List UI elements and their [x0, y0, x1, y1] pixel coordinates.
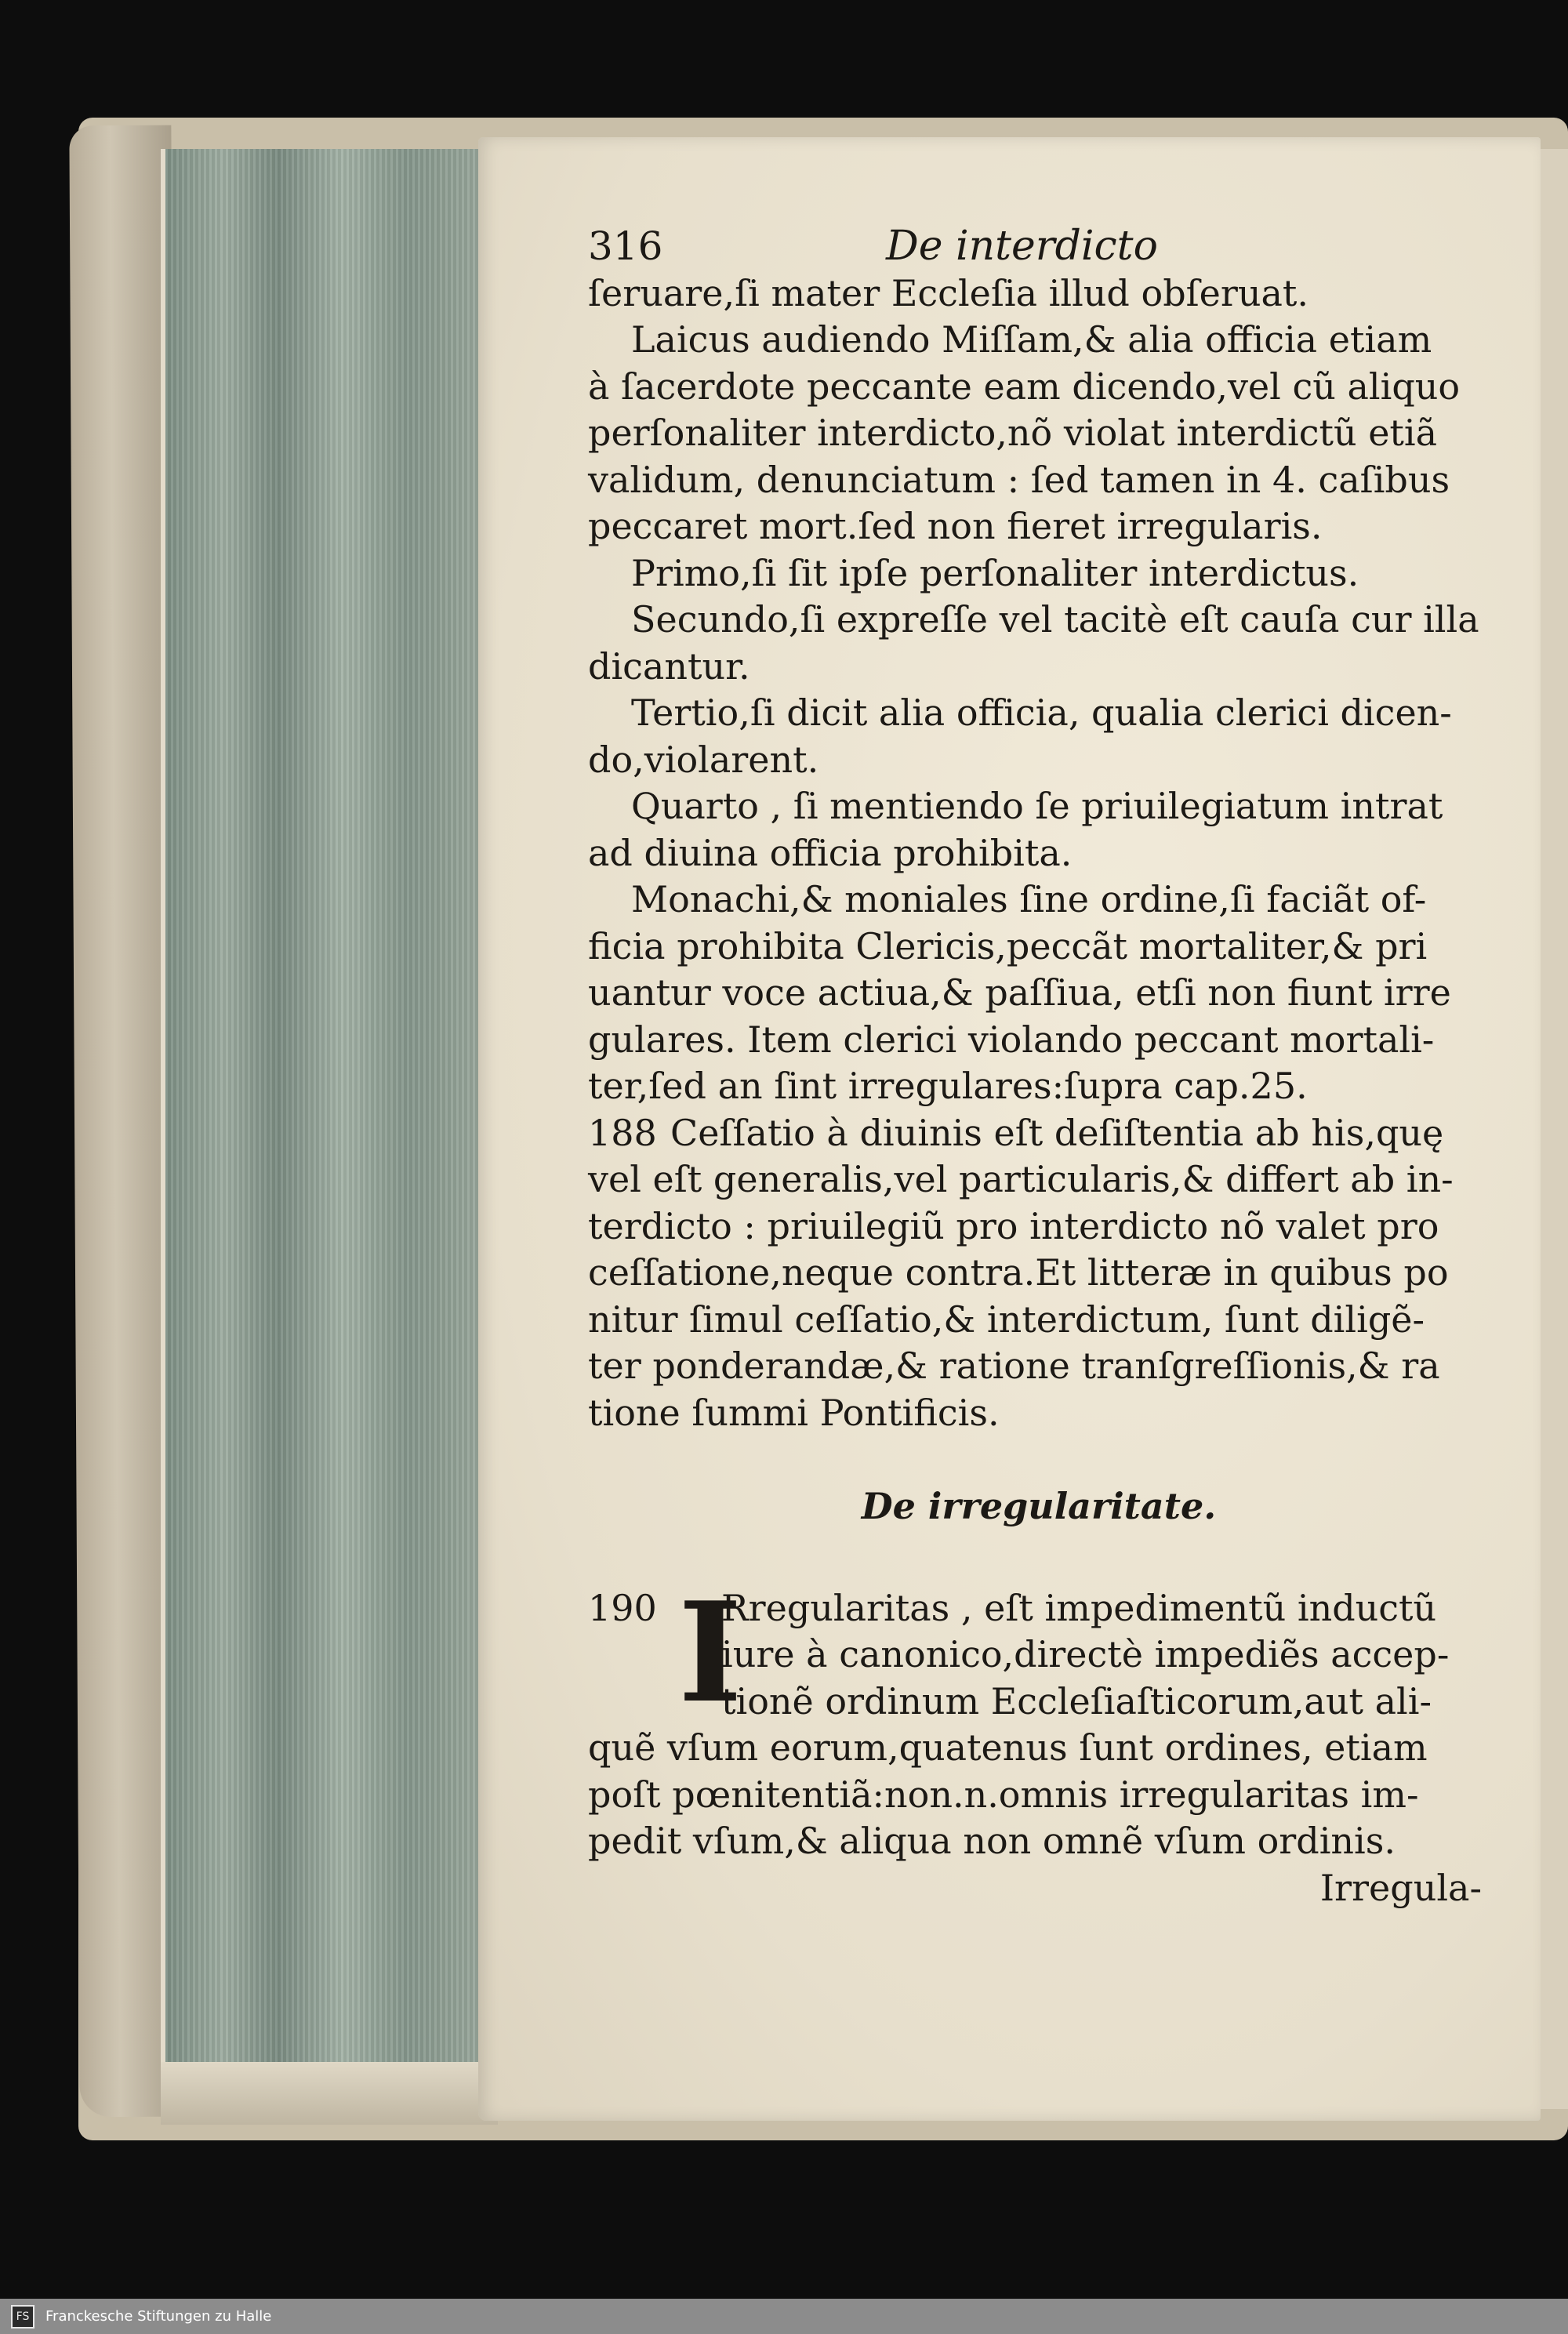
text-line: ad diuina officia prohibita. — [588, 831, 1073, 874]
text-line: Monachi,& moniales ſine ordine,ſi faciãt of- — [631, 878, 1427, 920]
drop-capital: I — [678, 1572, 742, 1733]
text-line: do,violarent. — [588, 738, 819, 781]
paragraph-block-a — [588, 270, 1490, 1110]
text-line: perſonaliter interdicto,nõ violat interdictũ etiã — [588, 412, 1438, 454]
text-line: validum, denunciatum : ſed tamen in 4. caſibus — [588, 458, 1450, 501]
section-190 — [588, 1572, 1490, 1865]
folio-number: 316 — [588, 223, 663, 269]
text-line: poſt pœnitentiã:non.n.omnis irregularitas im- — [588, 1773, 1419, 1816]
logo-text: FS — [16, 2310, 30, 2323]
page-text — [588, 223, 1490, 1911]
text-line: terdicto : priuilegiũ pro interdicto nõ valet pro — [588, 1204, 1439, 1247]
text-line: Secundo,ſi expreſſe vel tacitè eſt cauſa cur illa — [631, 598, 1479, 641]
text-line — [588, 1110, 1490, 1157]
text-line: peccaret mort.ſed non fieret irregularis. — [588, 505, 1323, 547]
institution-credit: Franckesche Stiftungen zu Halle — [45, 2308, 272, 2325]
text-line: tionẽ ordinum Eccleſiaſticorum,aut ali- — [721, 1679, 1432, 1722]
running-head: De interdicto — [886, 223, 1158, 270]
text-line: Primo,ſi ſit ipſe perſonaliter interdictus. — [631, 551, 1359, 594]
text-line: vel eſt generalis,vel particularis,& differt ab in- — [588, 1158, 1454, 1200]
section-first-line: Ceſſatio à diuinis eſt deſiſtentia ab his,quę — [670, 1111, 1444, 1154]
text-line: Tertio,ſi dicit alia officia, qualia clerici dicen- — [631, 691, 1452, 734]
text-line: Quarto , ſi mentiendo ſe priuilegiatum intrat — [631, 785, 1443, 827]
text-line: Laicus audiendo Miſſam,& alia officia etiam — [631, 318, 1432, 361]
text-line: quẽ vſum eorum,quatenus ſunt ordines, etiam — [588, 1726, 1428, 1769]
text-line: gulares. Item clerici violando peccant mortali- — [588, 1018, 1435, 1061]
text-line: ceſſatione,neque contra.Et litteræ in quibus po — [588, 1251, 1449, 1294]
text-line: ſeruare,ſi mater Eccleſia illud obſeruat. — [588, 271, 1309, 314]
text-line: pedit vſum,& aliqua non omnẽ vſum ordinis. — [588, 1820, 1396, 1862]
text-line: ficia prohibita Clericis,peccãt mortaliter,& pri — [588, 924, 1428, 967]
footer-bar — [0, 2299, 1568, 2334]
text-line: ter,ſed an ſint irregulares:ſupra cap.25. — [588, 1065, 1308, 1107]
section-number: 190 — [588, 1586, 657, 1629]
catchword: Irregula- — [1319, 1866, 1482, 1909]
text-line: iure à canonico,directè impediẽs accep- — [721, 1633, 1450, 1675]
text-line: à ſacerdote peccante eam dicendo,vel cũ aliquo — [588, 365, 1461, 408]
section-188 — [588, 1110, 1490, 1437]
text-line: uantur voce actiua,& paſſiua, etſi non fiunt irre — [588, 971, 1451, 1014]
page-block-edge — [161, 149, 487, 2062]
text-line: ter ponderandæ,& ratione tranſgreſſionis,& ra — [588, 1345, 1440, 1387]
institution-logo-icon — [11, 2305, 34, 2329]
section-heading: De irregularitate. — [861, 1485, 1217, 1527]
text-line: dicantur. — [588, 644, 750, 688]
text-line: tione ſummi Pontificis. — [588, 1391, 1000, 1434]
text-line: nitur ſimul ceſſatio,& interdictum, ſunt diligẽ- — [588, 1298, 1425, 1341]
page-block-bottom — [161, 2062, 498, 2125]
section-number: 188 — [588, 1111, 657, 1154]
text-line: Rregularitas , eſt impedimentũ inductũ — [721, 1586, 1437, 1629]
page-header — [588, 223, 1490, 270]
